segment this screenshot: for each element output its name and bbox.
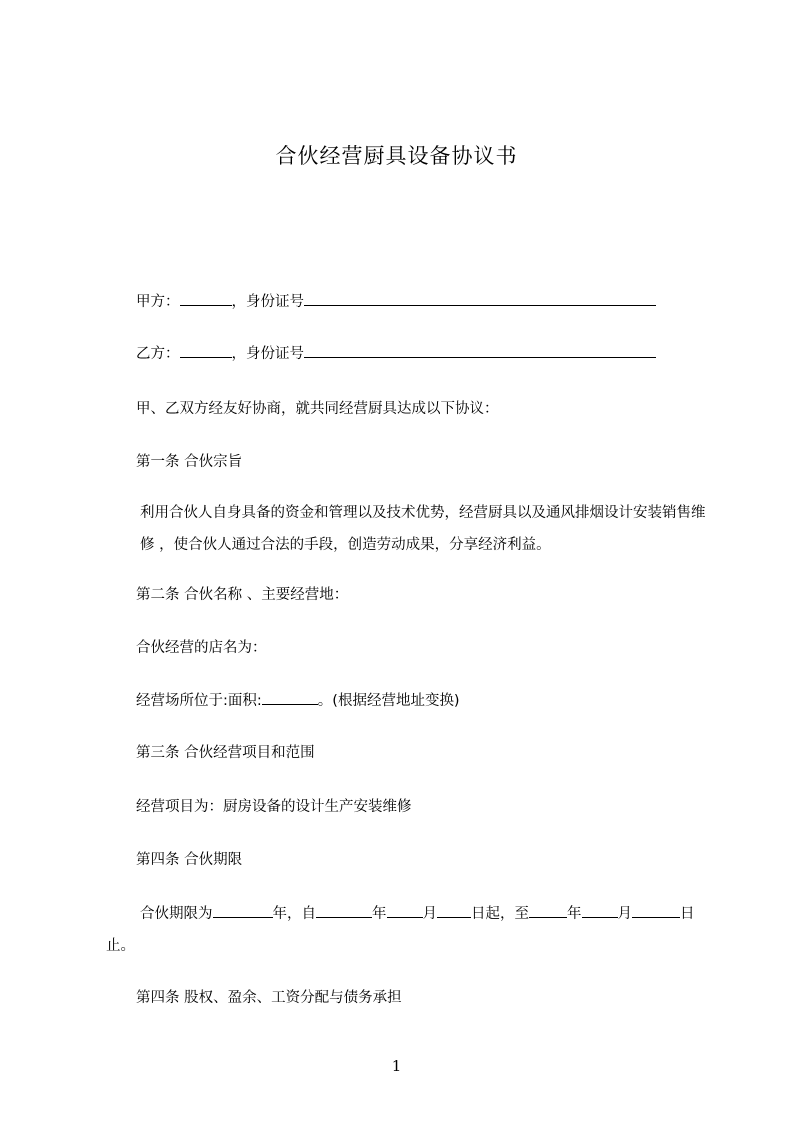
term-text: 合伙期限为 — [140, 906, 213, 922]
term-text: 月 — [422, 906, 437, 922]
party-b-id-label: ，身份证号 — [231, 346, 304, 362]
party-b-name-blank — [180, 343, 232, 358]
business-scope-line: 经营项目为：厨房设备的设计生产安装维修 — [136, 799, 412, 815]
end-month-blank — [582, 903, 618, 918]
party-a-id-blank — [304, 291, 656, 306]
term-years-blank — [213, 903, 273, 918]
term-text: 年 — [372, 906, 387, 922]
article-1-body-text: 利用合伙人自身具备的资金和管理以及技术优势，经营厨具以及通风排烟设计安装销售维修 ，使合伙人通过合法的手段，创造劳动成果，分享经济利益。 — [140, 505, 706, 553]
start-day-blank — [437, 903, 471, 918]
start-month-blank — [387, 903, 423, 918]
end-year-blank — [529, 903, 567, 918]
party-a-label: 甲方： — [136, 294, 180, 310]
term-text: 日 — [680, 906, 695, 922]
party-b-label: 乙方： — [136, 346, 180, 362]
term-text: 月 — [617, 906, 632, 922]
location-prefix: 经营场所位于:面积: — [136, 693, 262, 709]
article-1-body — [106, 497, 706, 561]
party-b-id-blank — [304, 343, 656, 358]
term-text: 年，自 — [272, 906, 316, 922]
party-a-name-blank — [180, 291, 232, 306]
article-3-heading: 第三条 合伙经营项目和范围 — [136, 745, 315, 761]
intro-text: 甲、乙双方经友好协商，就共同经营厨具达成以下协议： — [136, 401, 499, 417]
term-text: 日起，至 — [471, 906, 529, 922]
article-2-heading: 第二条 合伙名称 、主要经营地： — [136, 587, 349, 603]
article-1-heading: 第一条 合伙宗旨 — [136, 454, 243, 470]
area-blank — [262, 690, 318, 705]
location-line — [136, 690, 460, 711]
term-end: 止。 — [106, 938, 135, 954]
page-number: 1 — [391, 1057, 402, 1075]
term-text: 年 — [567, 906, 582, 922]
end-day-blank — [632, 903, 680, 918]
party-a-line — [136, 291, 656, 312]
location-suffix: 。(根据经营地址变换) — [317, 693, 460, 709]
shop-name-line: 合伙经营的店名为： — [136, 640, 267, 656]
article-4-heading: 第四条 合伙期限 — [136, 852, 243, 868]
partnership-term — [106, 898, 706, 962]
party-b-line — [136, 343, 656, 364]
article-5-heading: 第四条 股权、盈余、工资分配与债务承担 — [136, 990, 402, 1006]
document-title: 合伙经营厨具设备协议书 — [275, 144, 518, 168]
partnership-term-line — [106, 898, 706, 930]
party-a-id-label: ，身份证号 — [231, 294, 304, 310]
start-year-blank — [316, 903, 372, 918]
